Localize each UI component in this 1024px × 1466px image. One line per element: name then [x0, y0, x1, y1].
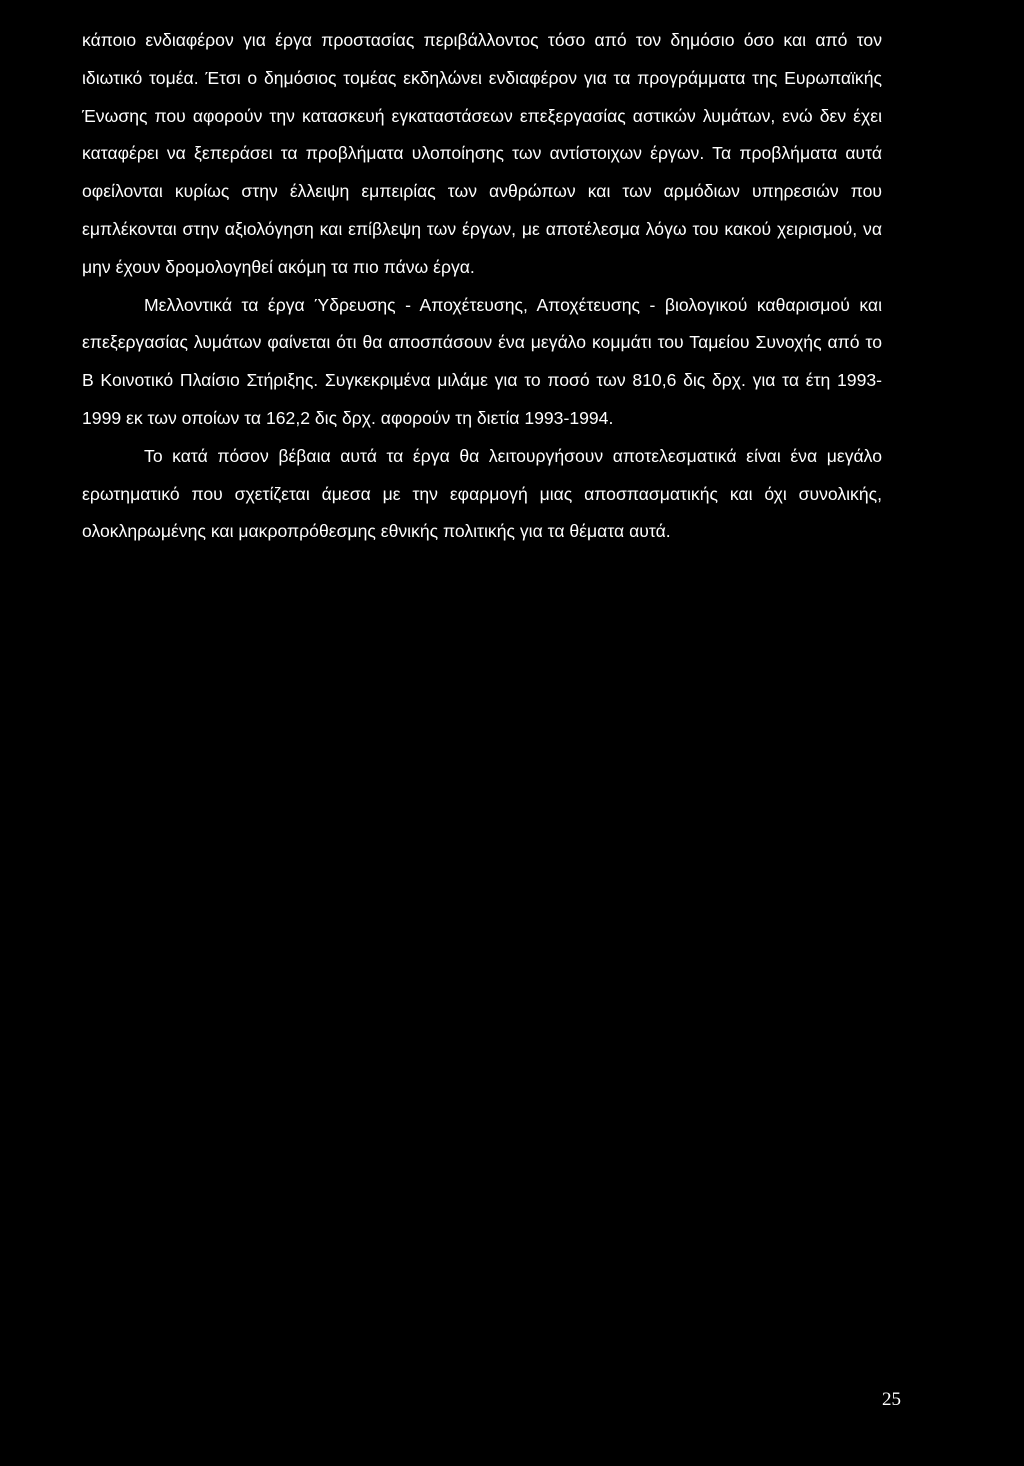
document-body	[82, 22, 882, 551]
paragraph-3: Το κατά πόσον βέβαια αυτά τα έργα θα λειτουργήσουν αποτελεσματικά είναι ένα μεγάλο ερωτηματικό που σχετίζεται άμεσα με την εφαρμογή μιας αποσπασματικής και όχι συνολικής, ολοκληρωμένης και μακροπρόθεσμης εθνικής πολιτικής για τα θέματα αυτά.	[82, 445, 882, 542]
paragraph-1: κάποιο ενδιαφέρον για έργα προστασίας περιβάλλοντος τόσο από τον δημόσιο όσο και από τον ιδιωτικό τομέα. Έτσι ο δημόσιος τομέας εκδηλώνει ενδιαφέρον για τα προγράμματα της Ευρωπαϊκής Ένωσης που αφορούν την κατασκευή εγκαταστάσεων επεξεργασίας αστικών λυμάτων, ενώ δεν έχει καταφέρει να ξεπεράσει τα προβλήματα υλοποίησης των αντίστοιχων έργων. Τα προβλήματα αυτά οφείλονται κυρίως στην έλλειψη εμπειρίας των ανθρώπων και των αρμόδιων υπηρεσιών που εμπλέκονται στην αξιολόγηση και επίβλεψη των έργων, με αποτέλεσμα λόγω του κακού χειρισμού, να μην έχουν δρομολογηθεί ακόμη τα πιο πάνω έργα.	[82, 30, 882, 277]
page-number: 25	[882, 1389, 901, 1410]
paragraph-2: Μελλοντικά τα έργα Ύδρευσης - Αποχέτευσης, Αποχέτευσης - βιολογικού καθαρισμού και επεξεργασίας λυμάτων φαίνεται ότι θα αποσπάσουν ένα μεγάλο κομμάτι του Ταμείου Συνοχής από το Β Κοινοτικό Πλαίσιο Στήριξης. Συγκεκριμένα μιλάμε για το ποσό των 810,6 δις δρχ. για τα έτη 1993-1999 εκ των οποίων τα 162,2 δις δρχ. αφορούν τη διετία 1993-1994.	[82, 294, 882, 428]
